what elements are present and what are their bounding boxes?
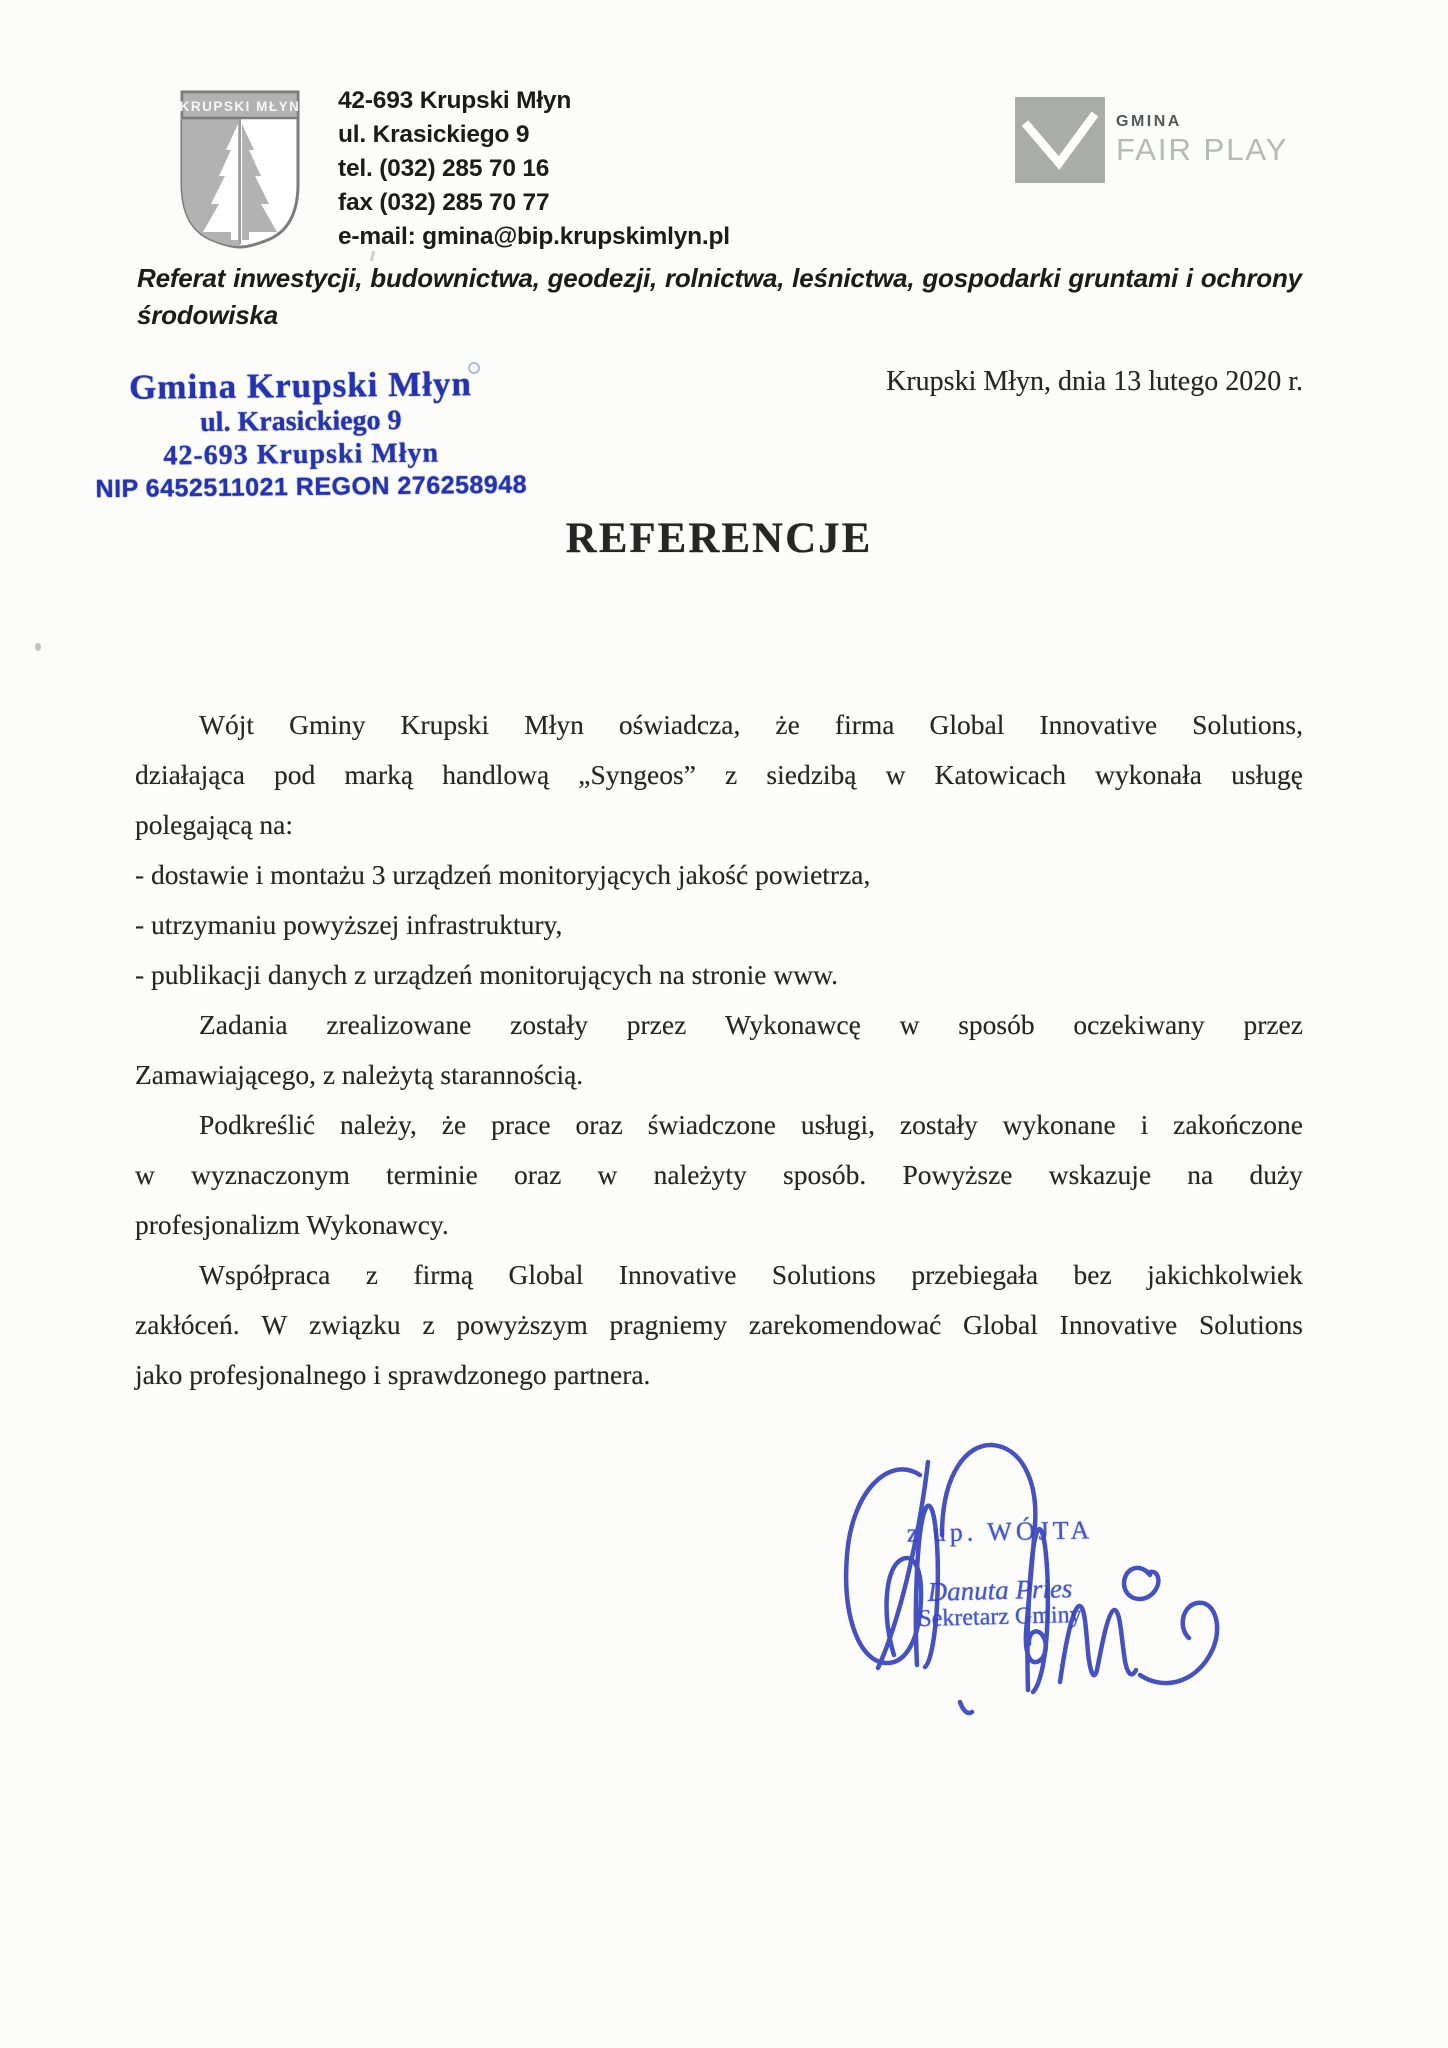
address-line: tel. (032) 285 70 16 [338,155,550,182]
scan-artifact [35,643,41,651]
address-line: fax (032) 285 70 77 [338,189,550,216]
scan-artifact [468,362,480,374]
address-line: e-mail: gmina@bip.krupskimlyn.pl [338,223,730,250]
address-line: 42-693 Krupski Młyn [338,87,572,114]
body-line: polegającą na: [135,809,294,840]
signature-block [820,1420,1290,1750]
stamp-line: Gmina Krupski Młyn [128,364,473,407]
stamp-line: ul. Krasickiego 9 [199,404,402,439]
coat-of-arms-banner-text: KRUPSKI MŁYN [179,99,301,114]
stamp-line: NIP 6452511021 REGON 276258948 [95,470,528,504]
fair-play-gmina-label: GMINA [1116,113,1182,130]
body-line: Zadania zrealizowane zostały przez Wykonawcę w sposób oczekiwany przez [199,1009,1303,1040]
signatory-name: Danuta Pries [927,1573,1073,1607]
signatory-role: Sekretarz Gminy [918,1601,1082,1633]
municipality-coat-of-arms [178,88,302,255]
handwritten-signature-icon [820,1420,1290,1750]
body-line: - publikacji danych z urządzeń monitorujących na stronie www. [135,959,839,990]
coat-of-arms-shield-icon [178,88,302,250]
address-line: ul. Krasickiego 9 [338,121,530,148]
department-line: środowiska [137,300,279,330]
signature-stamp-title: z up. WÓJTA [906,1515,1094,1548]
department-line: Referat inwestycji, budownictwa, geodezji, rolnictwa, leśnictwa, gospodarki gruntami i ochrony [137,263,1302,293]
letter-body [135,700,1303,1400]
body-line: - dostawie i montażu 3 urządzeń monitoryjących jakość powietrza, [135,859,871,890]
body-line: działająca pod marką handlową „Syngeos” z siedzibą w Katowicach wykonała usługę [135,759,1303,790]
fair-play-check-icon [1015,97,1105,183]
place-and-date: Krupski Młyn, dnia 13 lutego 2020 r. [886,366,1303,397]
municipality-address-block [338,84,730,254]
body-line: w wyznaczonym terminie oraz w należyty sposób. Powyższe wskazuje na duży [135,1159,1303,1190]
body-line: - utrzymaniu powyższej infrastruktury, [135,909,563,940]
stamp-line: 42-693 Krupski Młyn [163,437,440,472]
body-line: Wójt Gminy Krupski Młyn oświadcza, że firma Global Innovative Solutions, [199,709,1303,740]
body-line: Zamawiającego, z należytą starannością. [135,1059,584,1090]
document-title: REFERENCJE [565,515,873,562]
body-line: Podkreślić należy, że prace oraz świadczone usługi, zostały wykonane i zakończone [199,1109,1303,1140]
body-line: jako profesjonalnego i sprawdzonego partnera. [135,1359,651,1390]
fair-play-label: FAIR PLAY [1116,132,1289,167]
department-description [137,260,1302,334]
fair-play-logo [1015,97,1105,183]
body-line: profesjonalizm Wykonawcy. [135,1209,449,1240]
body-line: zakłóceń. W związku z powyższym pragniemy zarekomendować Global Innovative Solutions [135,1309,1303,1340]
fair-play-wordmark [1116,113,1289,168]
body-line: Współpraca z firmą Global Innovative Solutions przebiegała bez jakichkolwiek [199,1259,1303,1290]
